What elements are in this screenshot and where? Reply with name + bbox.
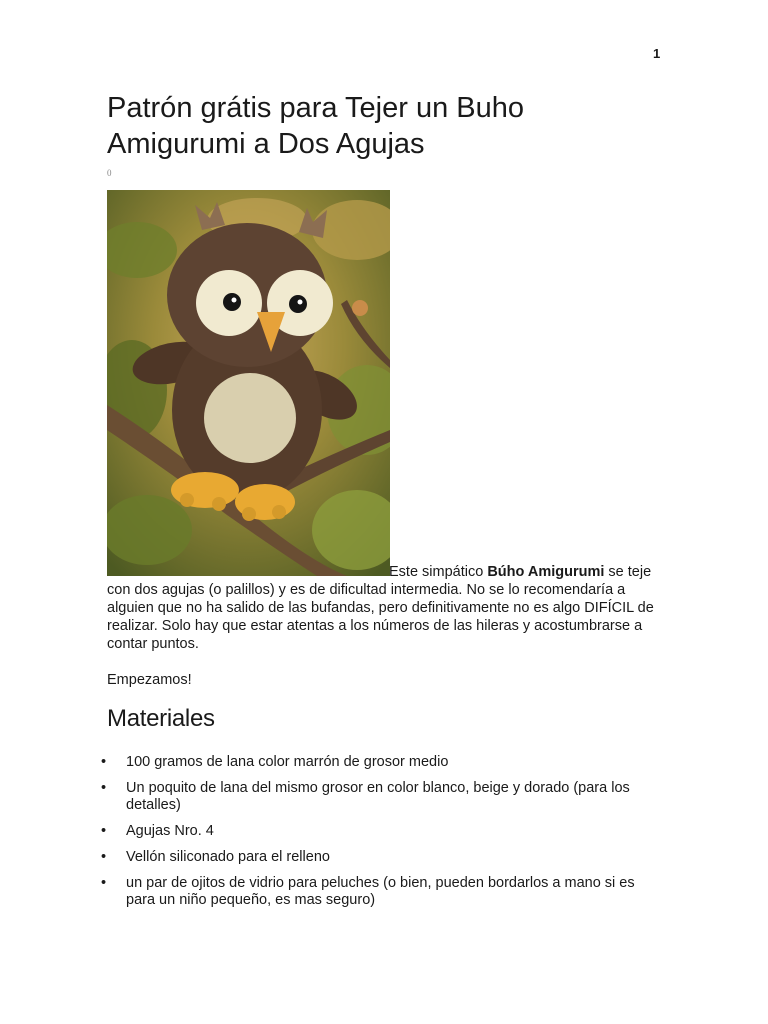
list-item: • Un poquito de lana del mismo grosor en color blanco, beige y dorado (para los detalles)	[107, 780, 667, 814]
empezamos-text: Empezamos!	[107, 672, 192, 688]
intro-text: Este simpático	[389, 564, 488, 580]
list-item: • 100 gramos de lana color marrón de grosor medio	[107, 754, 667, 771]
materials-heading: Materiales	[107, 705, 215, 732]
list-item: • un par de ojitos de vidrio para peluches (o bien, pueden bordarlos a mano si es para un niño pequeño, es mas seguro)	[107, 875, 667, 909]
page-title: Patrón grátis para Tejer un Buho Amigurumi a Dos Agujas	[107, 92, 525, 160]
owl-amigurumi-photo	[107, 190, 390, 576]
page-number: 1	[653, 46, 661, 61]
list-item: • Vellón siliconado para el relleno	[107, 849, 667, 866]
intro-text-rest: se teje con dos agujas (o palillos) y es de dificultad intermedia. No se lo recomendaría a alguien que no ha salido de las bufandas, pero definitivamente no es algo DIFÍCIL de realizar. Solo hay que estar atentas a los números de las hileras y acostumbrarse a contar puntos.	[107, 564, 654, 652]
materials-list	[107, 754, 667, 918]
list-item: • Agujas Nro. 4	[107, 823, 667, 840]
comment-count: 0	[107, 168, 112, 178]
intro-bold-term: Búho Amigurumi	[487, 564, 605, 580]
intro-paragraph	[107, 563, 667, 653]
